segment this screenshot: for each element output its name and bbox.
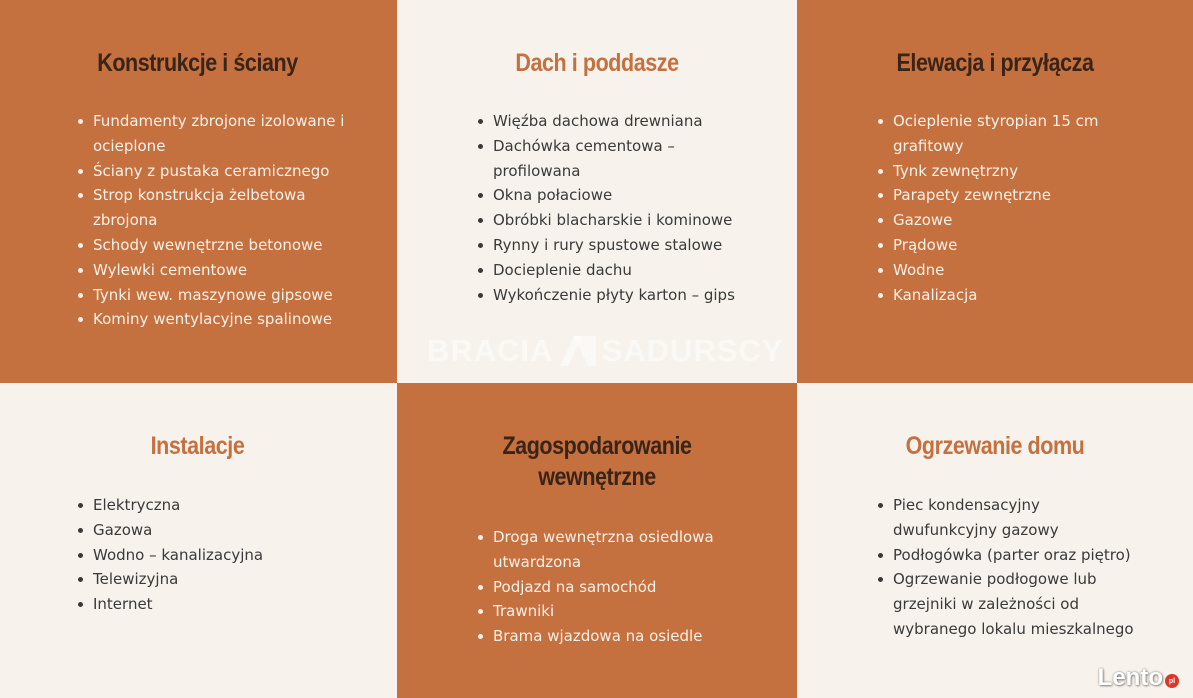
section-title: Elewacja i przyłącza: [896, 49, 1094, 77]
lento-logo-text: Lento: [1097, 664, 1163, 691]
list-item: Prądowe: [893, 233, 1133, 258]
list-item: Podjazd na samochód: [493, 575, 733, 600]
lento-logo: [1098, 664, 1179, 692]
section-konstrukcje: [0, 0, 397, 383]
list-item: Telewizyjna: [93, 567, 363, 592]
list-item: Rynny i rury spustowe stalowe: [493, 233, 763, 258]
list-item: Więźba dachowa drewniana: [493, 109, 763, 134]
section-list: [493, 109, 763, 307]
list-item: Schody wewnętrzne betonowe: [93, 233, 363, 258]
section-list: [893, 493, 1158, 642]
list-item: Ocieplenie styropian 15 cm grafitowy: [893, 109, 1108, 159]
list-item: Trawniki: [493, 599, 733, 624]
bracia-sadurscy-watermark: [427, 333, 784, 369]
list-item: Ściany z pustaka ceramicznego: [93, 159, 363, 184]
list-item: Wylewki cementowe: [93, 258, 363, 283]
lento-dot-icon: [1165, 674, 1179, 688]
section-title: Konstrukcje i ściany: [97, 49, 298, 77]
section-elewacja: [797, 0, 1193, 383]
watermark-text-right: SADURSCY: [601, 333, 784, 368]
section-list: [93, 493, 363, 617]
section-zagospodarowanie: [397, 383, 797, 698]
section-ogrzewanie: [797, 383, 1193, 698]
section-title: Instalacje: [150, 432, 245, 460]
watermark-text-left: BRACIA: [427, 333, 554, 368]
section-list: [493, 525, 733, 649]
list-item: Gazowa: [93, 518, 363, 543]
list-item: Fundamenty zbrojone izolowane i ocieplone: [93, 109, 363, 159]
list-item: Dachówka cementowa – profilowana: [493, 134, 693, 184]
list-item: Parapety zewnętrzne: [893, 183, 1133, 208]
list-item: Tynki wew. maszynowe gipsowe: [93, 283, 363, 308]
list-item: Wykończenie płyty karton – gips: [493, 283, 763, 308]
section-title: Dach i poddasze: [515, 49, 679, 77]
section-instalacje: [0, 383, 397, 698]
list-item: Strop konstrukcja żelbetowa zbrojona: [93, 183, 323, 233]
list-item: Piec kondensacyjny dwufunkcyjny gazowy: [893, 493, 1093, 543]
list-item: Droga wewnętrzna osiedlowa utwardzona: [493, 525, 733, 575]
section-list: [93, 109, 363, 332]
list-item: Internet: [93, 592, 363, 617]
list-item: Okna połaciowe: [493, 183, 763, 208]
list-item: Wodno – kanalizacyjna: [93, 543, 363, 568]
lento-dot-text: pl: [1168, 677, 1176, 685]
list-item: Gazowe: [893, 208, 1133, 233]
list-item: Podłogówka (parter oraz piętro): [893, 543, 1158, 568]
section-dach: [397, 0, 797, 383]
list-item: Kanalizacja: [893, 283, 1133, 308]
list-item: Docieplenie dachu: [493, 258, 763, 283]
section-title: Ogrzewanie domu: [905, 432, 1085, 460]
list-item: Obróbki blacharskie i kominowe: [493, 208, 763, 233]
section-title: [425, 431, 769, 493]
list-item: Kominy wentylacyjne spalinowe: [93, 307, 363, 332]
section-title-line: wewnętrzne: [538, 463, 656, 491]
section-title-line: Zagospodarowanie: [502, 432, 692, 460]
section-list: [893, 109, 1133, 307]
list-item: Tynk zewnętrzny: [893, 159, 1133, 184]
list-item: Elektryczna: [93, 493, 363, 518]
list-item: Wodne: [893, 258, 1133, 283]
list-item: Brama wjazdowa na osiedle: [493, 624, 733, 649]
logo-mark-icon: [560, 336, 596, 366]
list-item: Ogrzewanie podłogowe lub grzejniki w zależności od wybranego lokalu mieszkalnego: [893, 567, 1148, 641]
